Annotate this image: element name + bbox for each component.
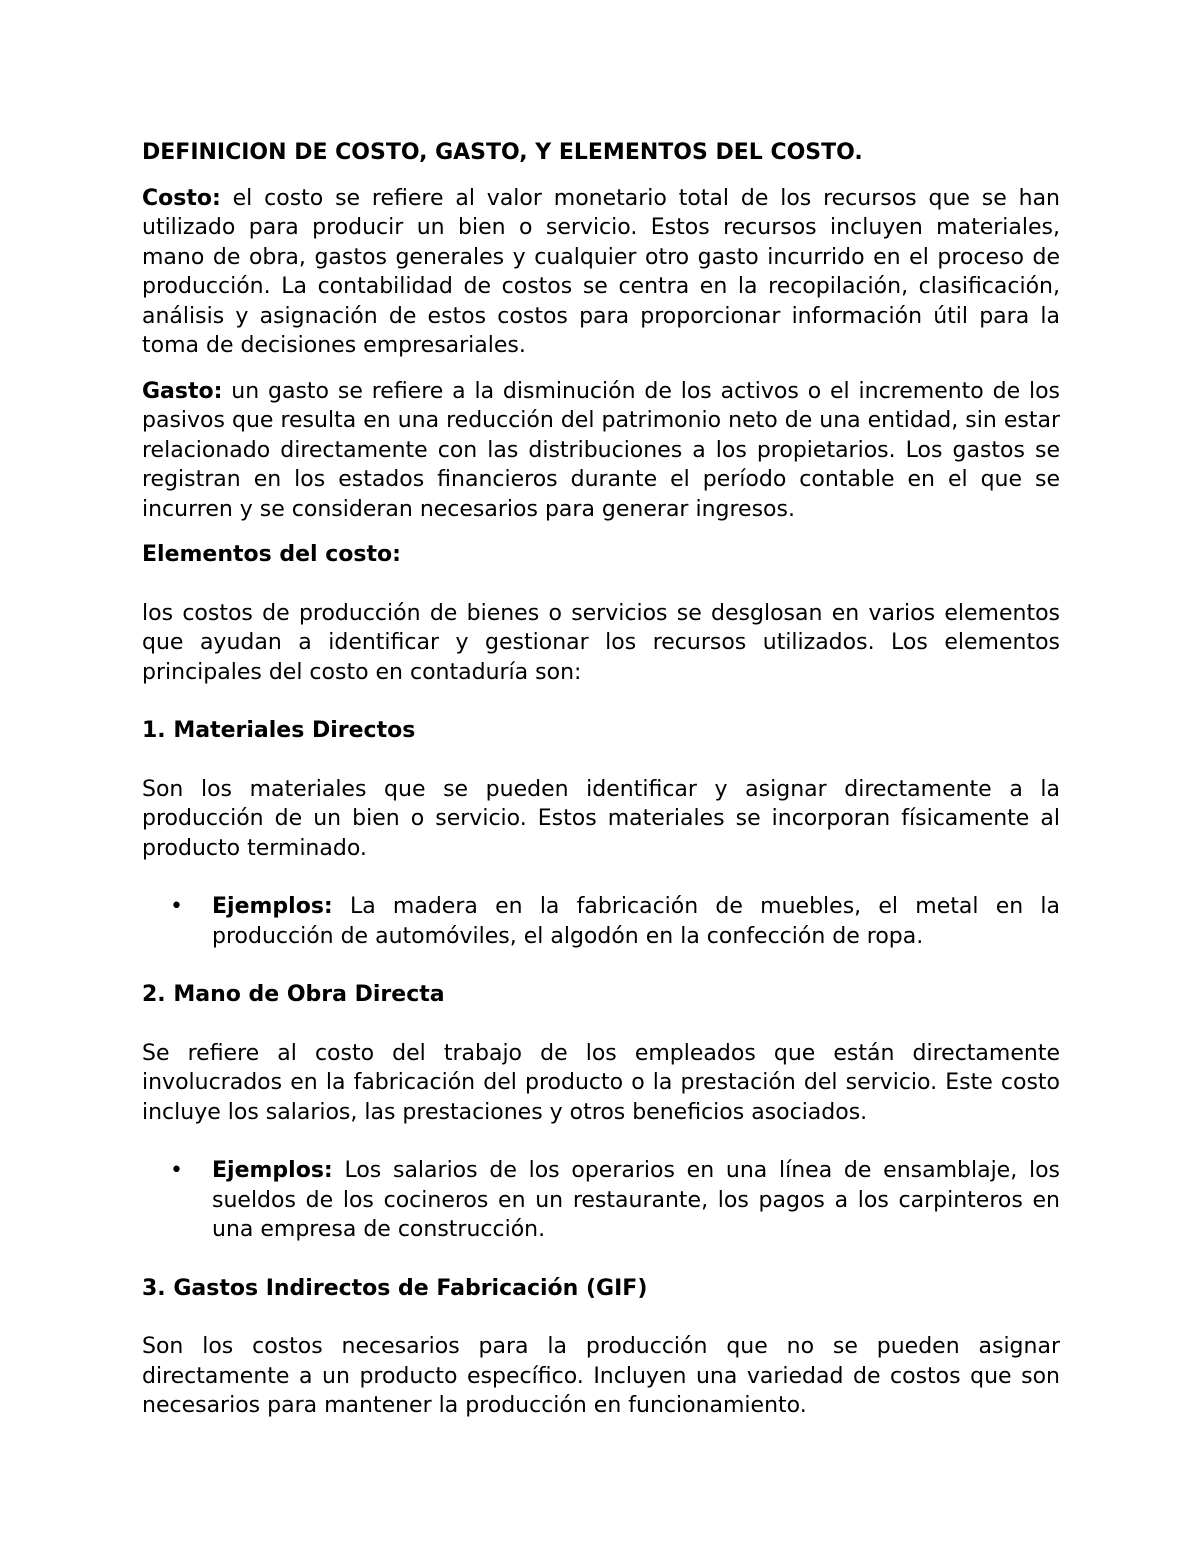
document-title: DEFINICION DE COSTO, GASTO, Y ELEMENTOS DEL COSTO. — [142, 140, 863, 165]
section-heading-materiales: 1. Materiales Directos — [142, 718, 416, 743]
example-item-materiales — [142, 892, 1060, 951]
bullet-icon: • — [170, 894, 183, 919]
example-text: Los salarios de los operarios en una línea de ensamblaje, los sueldos de los cocineros en un restaurante, los pagos a los carpinteros en una empresa de construcción. — [212, 1158, 1060, 1242]
example-text: La madera en la fabricación de muebles, el metal en la producción de automóviles, el algodón en la confección de ropa. — [212, 894, 1060, 949]
example-label: Ejemplos: — [212, 894, 333, 919]
section-text-mano-de-obra: Se refiere al costo del trabajo de los empleados que están directamente involucrados en la fabricación del producto o la prestación del servicio. Este costo incluye los salarios, las prestaciones y otros beneficios asociados. — [142, 1040, 1060, 1125]
gasto-text: un gasto se refiere a la disminución de los activos o el incremento de los pasivos que resulta en una reducción del patrimonio neto de una entidad, sin estar relacionado directamente con las distribuciones a los propietarios. Los gastos se registran en los estados financieros durante el período contable en el que se incurren y se consideran necesarios para generar ingresos. — [142, 378, 1060, 522]
example-label: Ejemplos: — [212, 1158, 333, 1183]
costo-text: el costo se refiere al valor monetario total de los recursos que se han utilizado para producir un bien o servicio. Estos recursos incluyen materiales, mano de obra, gastos generales y cualquier otro gasto incurrido en el proceso de producción. La contabilidad de costos se centra en la recopilación, clasificación, análisis y asignación de estos costos para proporcionar información útil para la toma de decisiones empresariales. — [142, 185, 1060, 358]
document-body — [142, 138, 1060, 1421]
gasto-paragraph — [142, 377, 1060, 525]
bullet-icon: • — [170, 1158, 183, 1183]
section-text-materiales: Son los materiales que se pueden identificar y asignar directamente a la producción de un bien o servicio. Estos materiales se incorporan físicamente al producto terminado. — [142, 776, 1060, 861]
costo-label: Costo: — [142, 185, 221, 211]
elementos-heading: Elementos del costo: — [142, 542, 401, 567]
example-item-mano-de-obra — [142, 1156, 1060, 1245]
elementos-intro: los costos de producción de bienes o servicios se desglosan en varios elementos que ayudan a identificar y gestionar los recursos utilizados. Los elementos principales del costo en contaduría son: — [142, 600, 1060, 685]
section-text-gif: Son los costos necesarios para la producción que no se pueden asignar directamente a un producto específico. Incluyen una variedad de costos que son necesarios para mantener la producción en funcionamiento. — [142, 1334, 1060, 1418]
section-heading-gif: 3. Gastos Indirectos de Fabricación (GIF) — [142, 1275, 648, 1301]
costo-paragraph — [142, 184, 1060, 361]
gasto-label: Gasto: — [142, 378, 223, 404]
section-heading-mano-de-obra: 2. Mano de Obra Directa — [142, 982, 445, 1007]
